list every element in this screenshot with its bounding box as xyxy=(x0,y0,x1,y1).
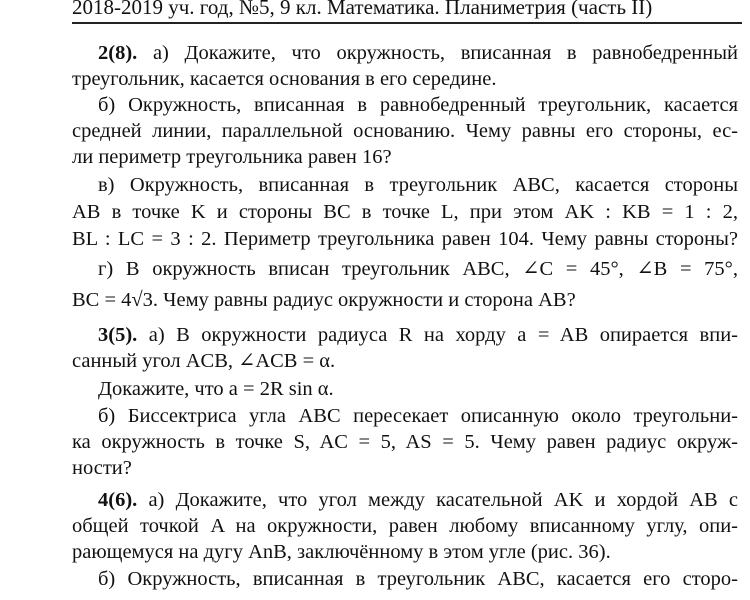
text-line: общей точкой A на окружности, равен любому вписанному углу, опи- xyxy=(72,515,738,537)
text-line: б) Окружность, вписанная в треугольник ABC, касается его сторо- xyxy=(98,568,738,590)
text-line: 4(6). а) Докажите, что угол между касательной AK и хордой AB с xyxy=(98,489,738,511)
text-line: б) Окружность, вписанная в равнобедренный треугольник, касается xyxy=(98,94,738,116)
text-line: г) В окружность вписан треугольник ABC, ∠C = 45°, ∠B = 75°, xyxy=(98,258,738,280)
text-line: треугольник, касается основания в его середине. xyxy=(72,68,497,90)
text-line: Докажите, что a = 2R sin α. xyxy=(98,378,334,400)
text-line: рающемуся на дугу AnB, заключённому в этом угле (рис. 36). xyxy=(72,541,611,563)
text-line: в) Окружность, вписанная в треугольник ABC, касается стороны xyxy=(98,174,738,196)
text-line: средней линии, параллельной основанию. Чему равны его стороны, ес- xyxy=(72,120,738,142)
problem-number: 3(5). xyxy=(98,324,138,346)
problem-number: 2(8). xyxy=(98,42,138,64)
text-line: BC = 4√3. Чему равны радиус окружности и сторона AB? xyxy=(72,289,576,311)
page-header: 2018-2019 уч. год, №5, 9 кл. Математика. Планиметрия (часть II) xyxy=(72,0,653,19)
text-line: BL : LC = 3 : 2. Периметр треугольника равен 104. Чему равны стороны? xyxy=(72,228,738,250)
text-line: санный угол ACB, ∠ACB = α. xyxy=(72,350,336,372)
problem-number: 4(6). xyxy=(98,489,138,511)
header-rule xyxy=(72,22,742,24)
text-line: б) Биссектриса угла ABC пересекает описанную около треугольни- xyxy=(98,405,738,427)
text-line: ка окружность в точке S, AC = 5, AS = 5. Чему равен радиус окруж- xyxy=(72,431,738,453)
text-line: 3(5). а) В окружности радиуса R на хорду a = AB опирается впи- xyxy=(98,324,738,346)
text-line: 2(8). а) Докажите, что окружность, вписанная в равнобедренный xyxy=(98,42,738,64)
text-line: ности? xyxy=(72,457,132,479)
text-line: ли периметр треугольника равен 16? xyxy=(72,146,392,168)
text-line: AB в точке K и стороны BC в точке L, при этом AK : KB = 1 : 2, xyxy=(72,201,738,223)
